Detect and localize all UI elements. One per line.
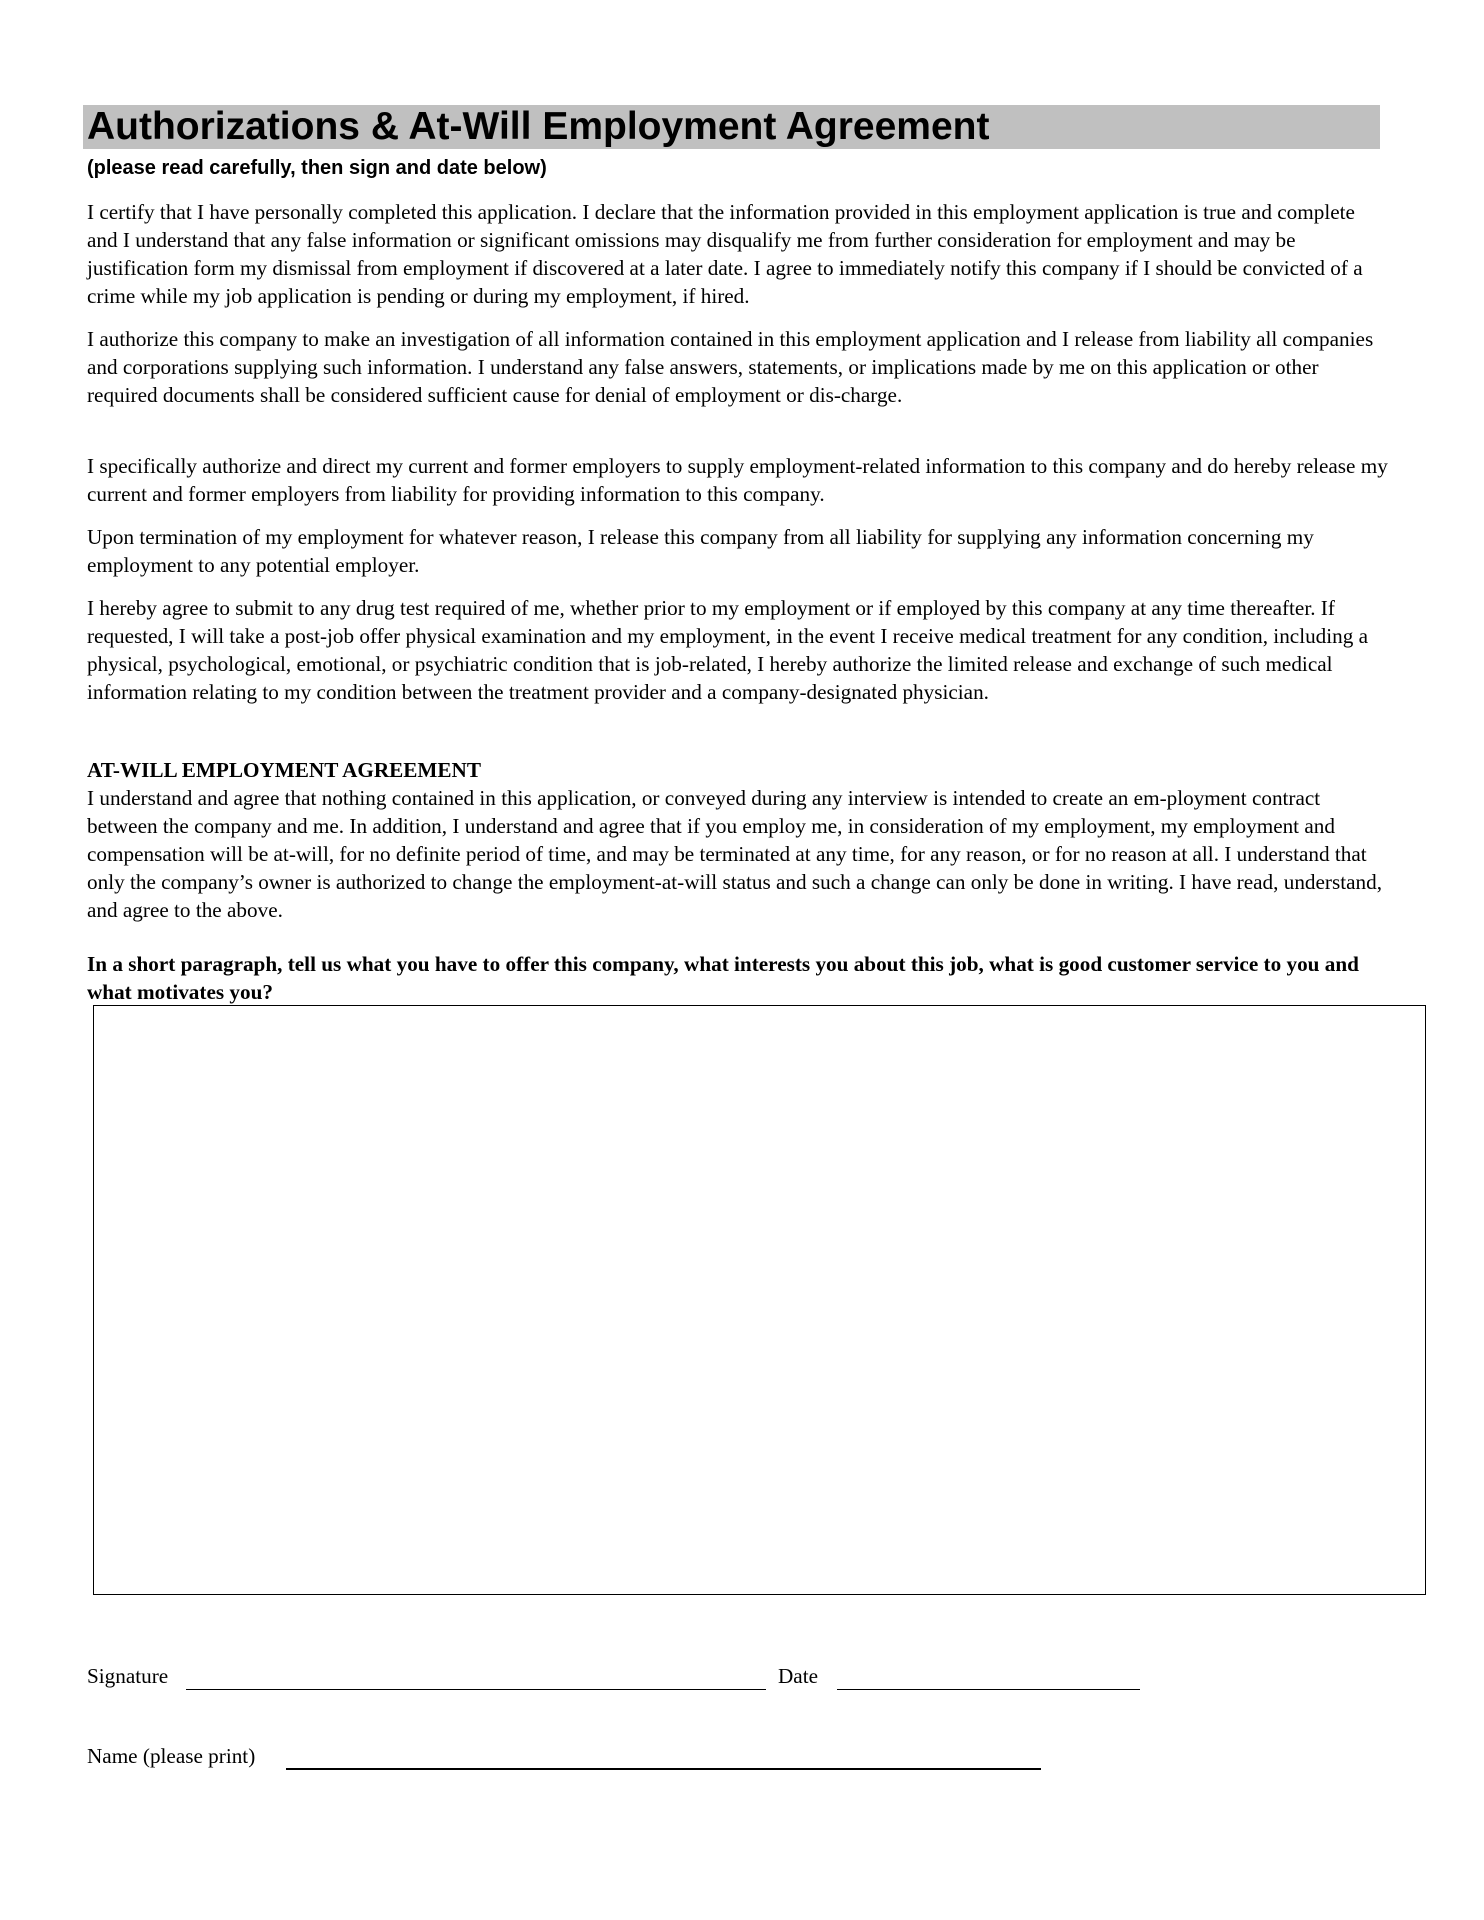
essay-answer-box[interactable] (93, 1005, 1426, 1595)
certification-paragraph: I certify that I have personally completed this application. I declare that the information provided in this employment application is true and complete and I understand that any false information or significant omissions may disqualify me from further consideration for employment and may be justification form my dismissal from employment if discovered at a later date. I agree to immediately notify this company if I should be convicted of a crime while my job application is pending or during my employment, if hired. (87, 200, 1363, 308)
at-will-heading: AT-WILL EMPLOYMENT AGREEMENT (87, 758, 481, 782)
investigation-paragraph: I authorize this company to make an investigation of all information contained in this employment application and I release from liability all companies and corporations supplying such information. I understand any false answers, statements, or implications made by me on this application or other required documents shall be considered sufficient cause for denial of employment or dis-charge. (87, 327, 1374, 407)
employer-release-paragraph: I specifically authorize and direct my current and former employers to supply employment-related information to this company and do hereby release my current and former employers from liability for providing information to this company. (87, 454, 1388, 506)
termination-paragraph: Upon termination of my employment for whatever reason, I release this company from all liability for supplying any information concerning my employment to any potential employer. (87, 525, 1314, 577)
drug-test-paragraph: I hereby agree to submit to any drug test required of me, whether prior to my employment or if employed by this company at any time thereafter. If requested, I will take a post-job offer physical examination and my employment, in the event I receive medical treatment for any condition, including a physical, psychological, emotional, or psychiatric condition that is job-related, I hereby authorize the limited release and exchange of such medical information relating to my condition between the treatment provider and a company-designated physician. (87, 596, 1369, 704)
page-subtitle: (please read carefully, then sign and date below) (87, 157, 547, 179)
essay-prompt: In a short paragraph, tell us what you have to offer this company, what interests you about this job, what is good customer service to you and what motivates you? (87, 952, 1359, 1004)
name-print-line[interactable] (286, 1768, 1041, 1770)
at-will-paragraph: I understand and agree that nothing contained in this application, or conveyed during any interview is intended to create an em-ployment contract between the company and me. In addition, I understand and agree that if you employ me, in consideration of my employment, my employment and compensation will be at-will, for no definite period of time, and may be terminated at any time, for any reason, or for no reason at all. I understand that only the company’s owner is authorized to change the employment-at-will status and such a change can only be done in writing. I have read, understand, and agree to the above. (87, 786, 1382, 922)
date-line[interactable] (837, 1689, 1140, 1690)
name-print-label: Name (please print) (87, 1744, 256, 1768)
signature-label: Signature (87, 1664, 169, 1688)
page-title: Authorizations & At-Will Employment Agreement (87, 105, 990, 148)
date-label: Date (778, 1664, 818, 1688)
signature-line[interactable] (186, 1689, 766, 1690)
